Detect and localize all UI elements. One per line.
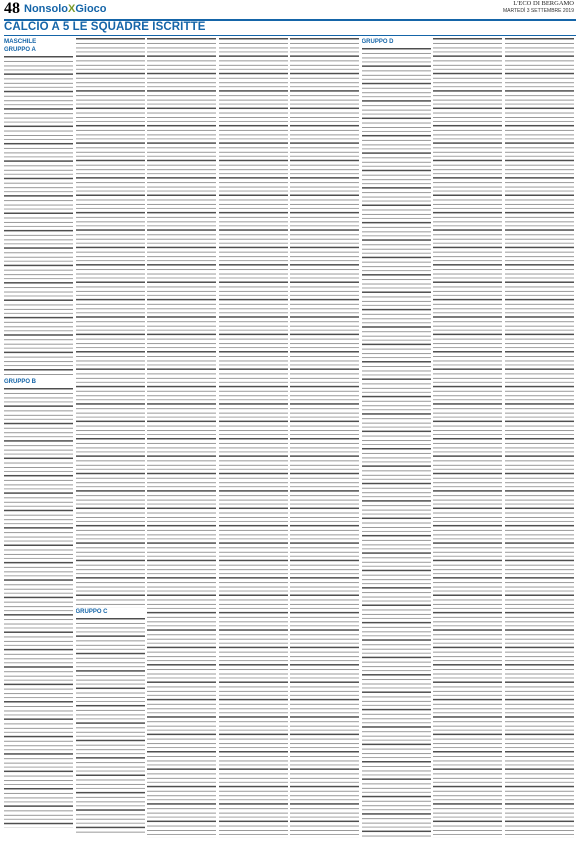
- masthead: [503, 0, 574, 15]
- column-7: [433, 38, 502, 843]
- column-5: [290, 38, 359, 843]
- team-entries: [433, 38, 502, 838]
- column-1: [4, 38, 73, 843]
- team-entries: [4, 56, 73, 378]
- issue-date: MARTEDÌ 3 SETTEMBRE 2019: [502, 8, 574, 14]
- team-entries: [4, 388, 73, 828]
- group-a-heading: GRUPPO A: [4, 47, 36, 53]
- group-b-heading: GRUPPO B: [4, 379, 37, 385]
- brand-part-1: Nonsolo: [24, 3, 68, 15]
- team-entries: [76, 618, 145, 833]
- team-entries: [290, 38, 359, 838]
- team-entries: [147, 38, 216, 838]
- column-2: [76, 38, 145, 843]
- brand-part-2: Gioco: [75, 3, 107, 15]
- group-d-heading: GRUPPO D: [361, 39, 394, 45]
- newspaper-name: L'ECO DI BERGAMO: [513, 0, 574, 7]
- category-heading: MASCHILE: [4, 38, 37, 45]
- team-entries: [76, 38, 145, 608]
- brand-separator: X: [68, 3, 76, 15]
- column-4: [219, 38, 288, 843]
- section-rule: [4, 35, 576, 36]
- page-number: 48: [4, 0, 20, 17]
- group-c-heading: GRUPPO C: [75, 609, 108, 615]
- column-6: [362, 38, 431, 843]
- team-list-columns: [4, 38, 576, 843]
- team-entries: [505, 38, 574, 838]
- team-entries: [362, 48, 431, 838]
- page-header: [0, 0, 580, 20]
- section-title: CALCIO A 5 LE SQUADRE ISCRITTE: [4, 21, 206, 33]
- column-3: [147, 38, 216, 843]
- team-entries: [219, 38, 288, 838]
- column-8: [505, 38, 574, 843]
- brand-logo: [24, 2, 107, 16]
